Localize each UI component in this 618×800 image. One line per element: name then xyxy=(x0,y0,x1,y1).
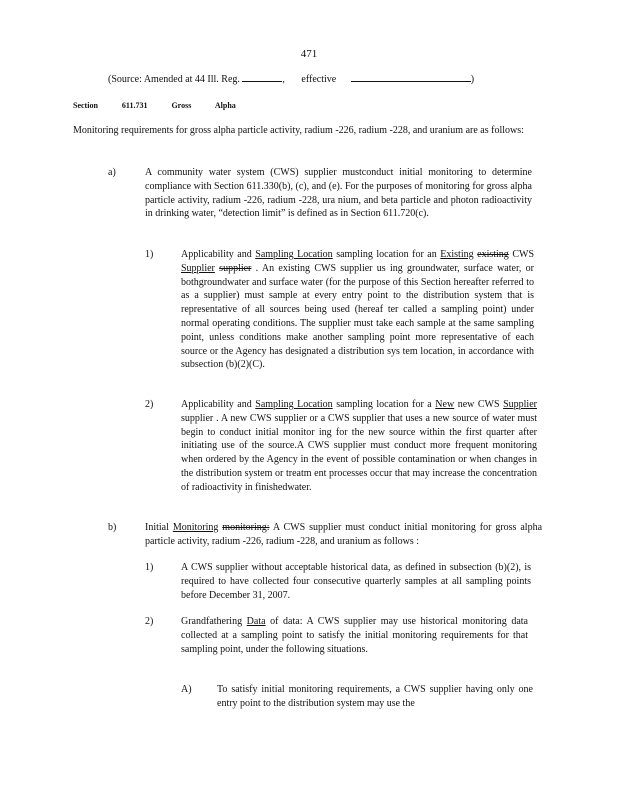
inserted-text: Supplier xyxy=(181,262,215,274)
inserted-text: Sampling Location xyxy=(255,399,333,410)
section-number: 611.731 xyxy=(121,101,148,110)
source-note: (Source: Amended at 44 Ill. Reg. , effective ) xyxy=(108,74,475,85)
section-title-alpha: Alpha xyxy=(214,101,236,110)
inserted-text: Existing xyxy=(440,249,474,260)
deleted-text: existing xyxy=(477,249,509,260)
item-b-part: Initial xyxy=(145,522,173,533)
inserted-text: Monitoring xyxy=(172,522,219,533)
item-b2-part: of data: A CWS supplier may use historical monitoring data collected at a sampling point to satisfy the initial monitoring requirements for that sampling point, under the following situations. xyxy=(181,616,528,655)
item-a2-part: new CWS xyxy=(454,399,504,410)
effective-date-blank xyxy=(351,72,471,82)
section-label: Section xyxy=(73,101,98,110)
item-b2-part: Grandfathering xyxy=(181,616,247,627)
source-prefix: (Source: Amended at 44 Ill. Reg. xyxy=(108,74,240,85)
item-a2-label: 2) xyxy=(145,399,154,410)
page-number: 471 xyxy=(300,48,318,60)
item-a1-part: . An existing CWS supplier us ing groundwater, surface water, or bothgroundwater and surface water (for the purpose of this Section hereafter referred to as a supplier) must sample at every entry point to the distribution system that is representative of all sources being used (hereaf ter called a sampling point) under normal operating conditions. The supplier must take each sample at the same sampling point, unless conditions make another sampling point more representative of each source or the Agency has designated a distribution sys tem location, in accordance with subsection (b)(2)(C). xyxy=(181,262,534,371)
item-b2A-text: To satisfy initial monitoring requirements, a CWS supplier having only one entry point to the distribution system may use the xyxy=(217,684,533,709)
effective-label: effective xyxy=(301,74,337,85)
item-b-text xyxy=(145,521,542,549)
inserted-text: New xyxy=(435,399,455,410)
inserted-text: Supplier xyxy=(503,399,537,410)
item-a1-part: CWS xyxy=(508,249,535,260)
item-b1-text: A CWS supplier without acceptable historical data, as defined in subsection (b)(2), is required to have collected four consecutive quarterly samples at all sampling points before December 31, 2007. xyxy=(181,562,531,601)
section-title-gross: Gross xyxy=(171,101,192,110)
item-a1-text xyxy=(181,248,534,372)
register-page-blank xyxy=(242,72,282,82)
item-b-label: b) xyxy=(108,522,117,533)
item-a2-part: Applicability and xyxy=(181,399,256,410)
item-a-text: A community water system (CWS) supplier mustconduct initial monitoring to determine compliance with Section 611.330(b), (c), and (e). For the purposes of monitoring for gross alpha particle activity, radium -226, radium -228, ura nium, and beta particle and photon radioactivity in drinking water, “detection limit” is defined as in Section 611.720(c). xyxy=(145,167,532,220)
section-heading xyxy=(73,100,258,111)
inserted-text: Data xyxy=(246,616,266,627)
source-suffix: ) xyxy=(470,74,475,85)
inserted-text: Sampling Location xyxy=(255,249,333,260)
item-a2-part: supplier . A new CWS supplier or a CWS supplier that uses a new source of water must begin to conduct initial monitor ing for the new source within the first quarter after initiating use of the source.A CWS supplier must conduct more frequent monitoring when ordered by the Agency in the event of possible contamination or when changes in the distribution system or treatm ent processes occur that may increase the concentration of radioactivity in finishedwater. xyxy=(181,412,537,493)
item-a1-label: 1) xyxy=(145,249,154,260)
deleted-text: monitoring: xyxy=(222,522,270,533)
deleted-text: supplier xyxy=(219,262,252,274)
item-b2-label: 2) xyxy=(145,616,154,627)
item-a2-text xyxy=(181,398,537,495)
item-b1-label: 1) xyxy=(145,562,154,573)
item-a1-part: Applicability and xyxy=(181,249,256,260)
item-b-part: A CWS supplier must conduct initial monitoring for gross alpha particle activity, radium -226, radium -228, and uranium as follows : xyxy=(145,522,543,547)
item-a-label: a) xyxy=(108,167,116,178)
item-b2A-label: A) xyxy=(181,684,192,695)
item-a1-part: sampling location for an xyxy=(332,249,441,260)
item-a2-part: sampling location for a xyxy=(332,399,436,410)
intro-paragraph: Monitoring requirements for gross alpha particle activity, radium -226, radium -228, and uranium are as follows: xyxy=(73,125,524,136)
item-b2-text xyxy=(181,615,528,656)
